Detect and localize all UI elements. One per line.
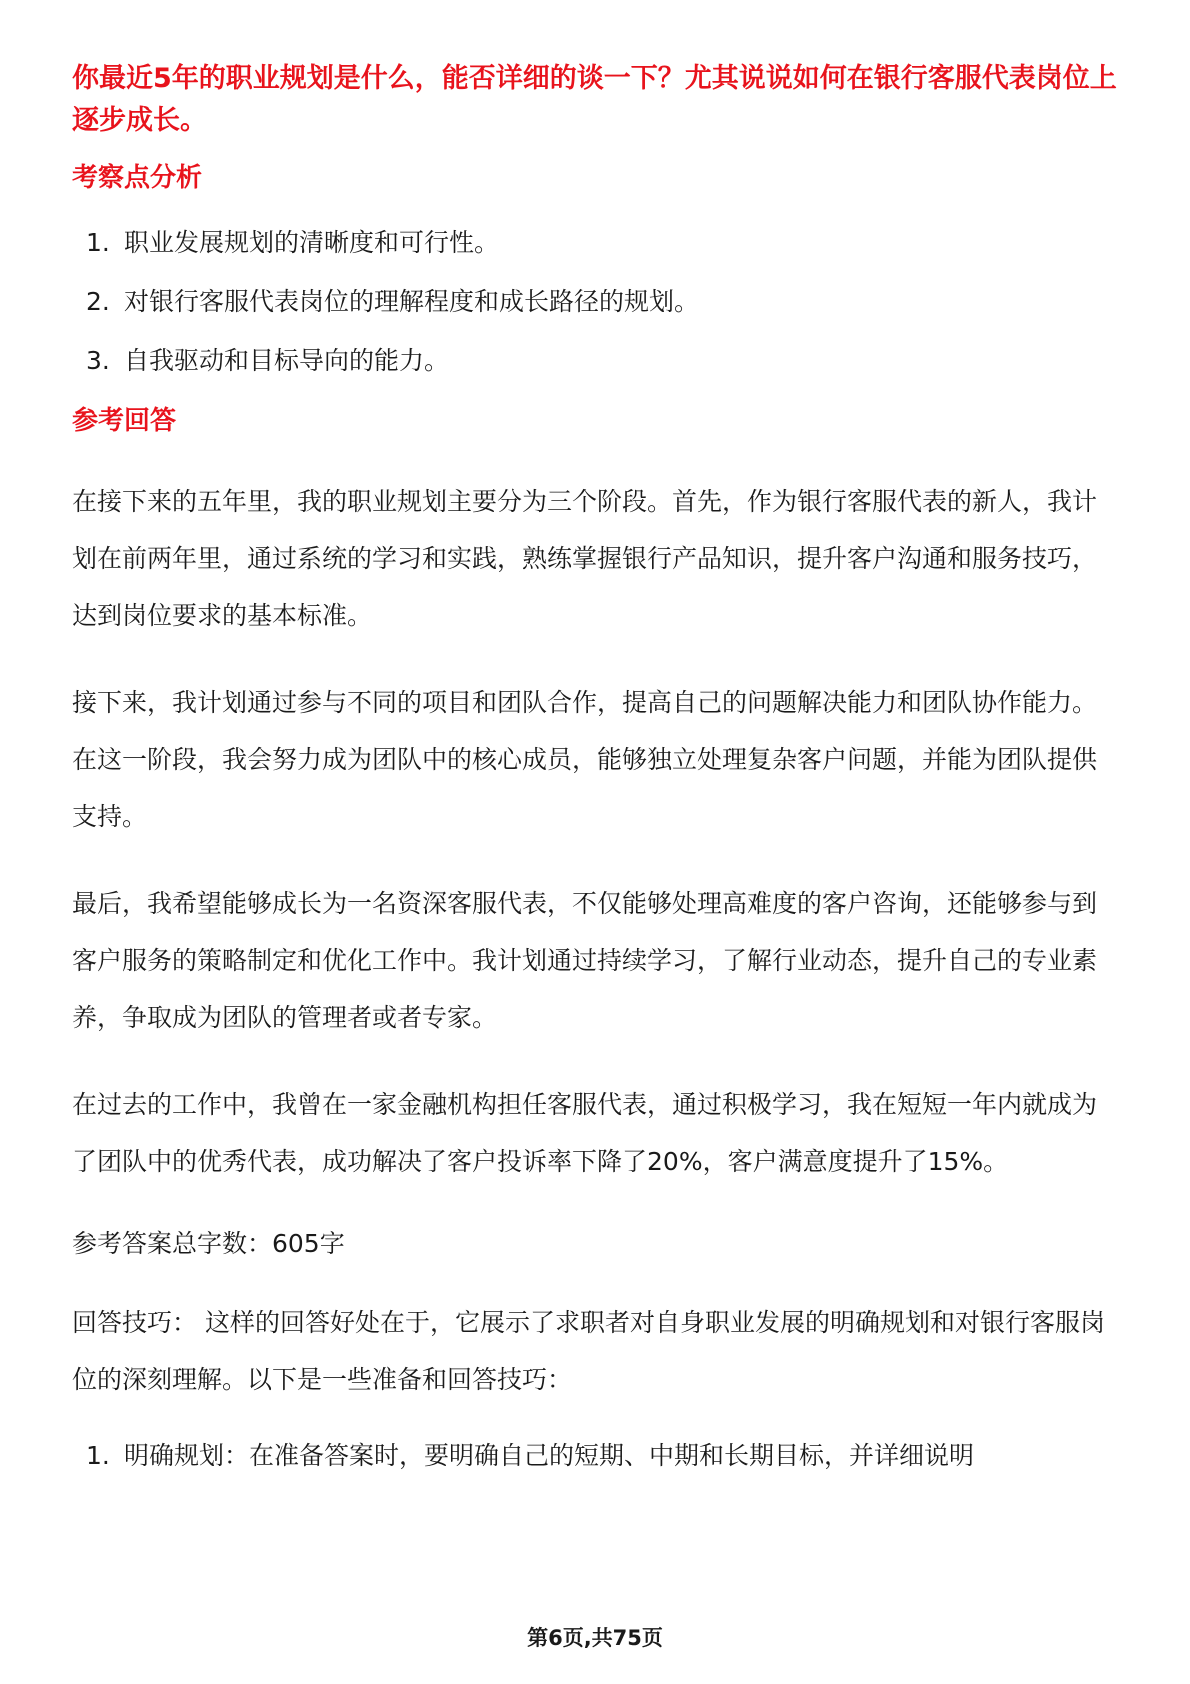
tips-list bbox=[72, 1436, 1118, 1476]
list-item bbox=[72, 283, 1118, 321]
list-item-number: 3. bbox=[86, 346, 110, 375]
list-item bbox=[72, 1436, 1118, 1476]
list-item-number: 2. bbox=[86, 287, 110, 316]
analysis-heading: 考察点分析 bbox=[72, 163, 203, 193]
list-item bbox=[72, 342, 1118, 380]
page-content bbox=[72, 58, 1118, 1476]
list-item-text: 明确规划：在准备答案时，要明确自己的短期、中期和长期目标，并详细说明 bbox=[124, 1441, 975, 1470]
answer-paragraph-3: 最后，我希望能够成长为一名资深客服代表，不仅能够处理高难度的客户咨询，还能够参与到客户服务的策略制定和优化工作中。我计划通过持续学习，了解行业动态，提升自己的专业素养，争取成为团队的管理者或者专家。 bbox=[72, 889, 1098, 1032]
list-item-number: 1. bbox=[86, 228, 110, 257]
list-item-text: 自我驱动和目标导向的能力。 bbox=[124, 346, 450, 375]
answer-paragraph-4: 在过去的工作中，我曾在一家金融机构担任客服代表，通过积极学习，我在短短一年内就成为了团队中的优秀代表，成功解决了客户投诉率下降了20%，客户满意度提升了15%。 bbox=[72, 1090, 1098, 1176]
answer-paragraph-2: 接下来，我计划通过参与不同的项目和团队合作，提高自己的问题解决能力和团队协作能力。在这一阶段，我会努力成为团队中的核心成员，能够独立处理复杂客户问题，并能为团队提供支持。 bbox=[72, 688, 1098, 831]
list-item-text: 职业发展规划的清晰度和可行性。 bbox=[124, 228, 500, 257]
page-number: 第6页,共75页 bbox=[527, 1626, 663, 1650]
answer-heading: 参考回答 bbox=[72, 406, 177, 436]
list-item bbox=[72, 224, 1118, 262]
list-item-number: 1. bbox=[86, 1441, 110, 1470]
answer-paragraph-1: 在接下来的五年里，我的职业规划主要分为三个阶段。首先，作为银行客服代表的新人，我计划在前两年里，通过系统的学习和实践，熟练掌握银行产品知识，提升客户沟通和服务技巧，达到岗位要求的基本标准。 bbox=[72, 487, 1098, 630]
list-item-text: 对银行客服代表岗位的理解程度和成长路径的规划。 bbox=[124, 287, 700, 316]
word-count: 参考答案总字数：605字 bbox=[72, 1229, 345, 1258]
answer-tips: 回答技巧： 这样的回答好处在于，它展示了求职者对自身职业发展的明确规划和对银行客服岗位的深刻理解。以下是一些准备和回答技巧： bbox=[72, 1308, 1105, 1394]
analysis-list bbox=[72, 224, 1118, 380]
interview-question: 你最近5年的职业规划是什么，能否详细的谈一下？尤其说说如何在银行客服代表岗位上逐步成长。 bbox=[72, 63, 1117, 136]
